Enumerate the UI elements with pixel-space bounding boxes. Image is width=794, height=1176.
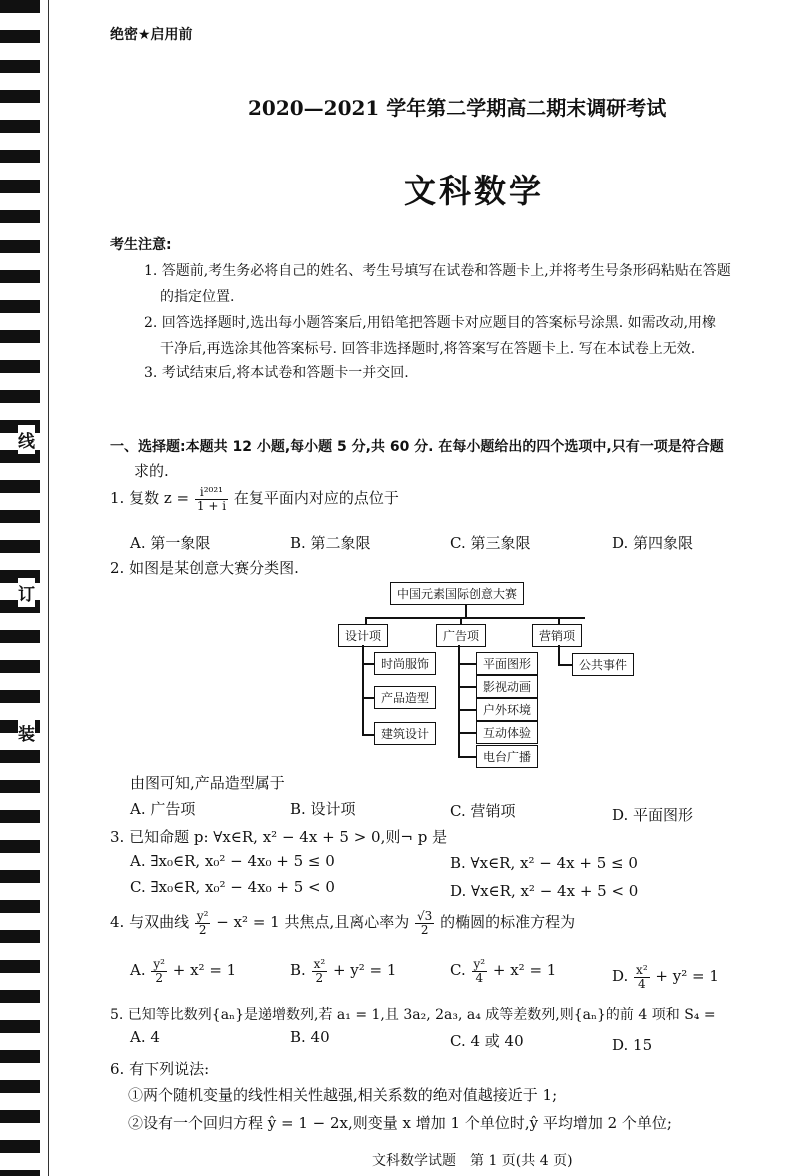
diagram-item-outdoor: 户外环境 [476, 698, 538, 721]
q1-pre: 1. 复数 z = [110, 489, 190, 508]
q4-d-rest: + y² = 1 [655, 967, 719, 986]
q1-option-d: D. 第四象限 [612, 534, 694, 552]
binding-line [48, 0, 49, 1176]
q1-stem [110, 486, 399, 512]
q6-item-1: ①两个随机变量的线性相关性越强,相关系数的绝对值越接近于 1; [128, 1086, 558, 1104]
diagram-item-radio: 电台广播 [476, 745, 538, 768]
q6-stem: 6. 有下列说法: [110, 1060, 210, 1078]
connector [458, 756, 476, 758]
confidential-label: 绝密★启用前 [110, 27, 193, 43]
q4-fraction-2 [415, 910, 434, 936]
q3-option-c: C. ∃x₀∈R, x₀² − 4x₀ + 5 < 0 [130, 878, 335, 896]
q4-c-den: 4 [475, 970, 484, 985]
connector [362, 697, 374, 699]
q4-b-rest: + y² = 1 [332, 961, 397, 980]
q6-item-2: ②设有一个回归方程 ŷ = 1 − 2x,则变量 x 增加 1 个单位时,ŷ 平均增加 2 个单位; [128, 1114, 672, 1132]
q4-a-label: A. [130, 961, 146, 980]
q4-b-label: B. [290, 961, 306, 980]
q4-c-label: C. [450, 961, 466, 980]
connector [458, 709, 476, 711]
connector [365, 617, 585, 619]
q4-d-den: 4 [638, 976, 646, 991]
connector [458, 686, 476, 688]
diagram-item-animation: 影视动画 [476, 675, 538, 698]
q4-pre: 4. 与双曲线 [110, 913, 190, 932]
connector [362, 663, 374, 665]
q4-a-den: 2 [155, 970, 163, 985]
exam-title: 2020—2021 学年第二学期高二期末调研考试 [248, 96, 667, 120]
diagram-root: 中国元素国际创意大赛 [390, 582, 524, 605]
q1-fraction [195, 486, 228, 512]
connector [362, 734, 374, 736]
q4-c-fraction [472, 958, 488, 984]
q4-d-label: D. [612, 967, 629, 986]
q4-b-den: 2 [315, 970, 324, 985]
binding-char-xian: 线 [18, 425, 35, 454]
q3-option-a: A. ∃x₀∈R, x₀² − 4x₀ + 5 ≤ 0 [130, 852, 335, 870]
connector [458, 663, 476, 665]
connector [458, 732, 476, 734]
q5-option-c: C. 4 或 40 [450, 1032, 524, 1050]
page-footer: 文科数学试题 第 1 页(共 4 页) [372, 1153, 573, 1169]
category-diagram [330, 582, 650, 772]
q4-b-fraction [312, 958, 328, 984]
binding-char-zhuang: 装 [18, 718, 35, 747]
section1-title-cont: 求的. [134, 462, 169, 480]
diagram-item-product: 产品造型 [374, 686, 436, 709]
q4-d-fraction [634, 964, 650, 990]
q2-option-c: C. 营销项 [450, 802, 516, 820]
diagram-item-interactive: 互动体验 [476, 721, 538, 744]
diagram-cat-ads: 广告项 [436, 624, 486, 647]
q5-option-d: D. 15 [612, 1036, 653, 1054]
q5-option-b: B. 40 [290, 1028, 330, 1046]
q2-stem: 2. 如图是某创意大赛分类图. [110, 559, 299, 577]
q4-option-b [290, 958, 396, 984]
diagram-cat-marketing: 营销项 [532, 624, 582, 647]
notice-item-1-cont: 的指定位置. [160, 289, 235, 305]
q4-post: 的椭圆的标准方程为 [440, 913, 576, 932]
q3-option-d: D. ∀x∈R, x² − 4x + 5 < 0 [450, 882, 639, 900]
diagram-item-fashion: 时尚服饰 [374, 652, 436, 675]
connector [458, 645, 460, 757]
diagram-item-public-event: 公共事件 [572, 653, 634, 676]
diagram-item-graphics: 平面图形 [476, 652, 538, 675]
subject-title: 文科数学 [404, 172, 545, 210]
q4-f2-den: 2 [420, 922, 429, 937]
notice-item-2: 2. 回答选择题时,选出每小题答案后,用铅笔把答题卡对应题目的答案标号涂黑. 如需改动,用橡 [144, 315, 717, 331]
q2-option-a: A. 广告项 [130, 800, 196, 818]
q3-option-b: B. ∀x∈R, x² − 4x + 5 ≤ 0 [450, 854, 638, 872]
q5-stem: 5. 已知等比数列{aₙ}是递增数列,若 a₁ = 1,且 3a₂, 2a₃, a₄ 成等差数列,则{aₙ}的前 4 项和 S₄ = [110, 1007, 716, 1023]
q4-c-rest: + x² = 1 [492, 961, 557, 980]
q4-b-num: x² [313, 957, 326, 971]
q2-question: 由图可知,产品造型属于 [130, 774, 285, 792]
connector [558, 645, 560, 665]
q4-a-fraction [151, 958, 167, 984]
q1-denominator: 1 + i [196, 498, 227, 513]
notice-heading: 考生注意: [110, 237, 172, 253]
q4-option-a [130, 958, 236, 984]
q1-option-c: C. 第三象限 [450, 534, 531, 552]
q4-c-num: y² [473, 957, 486, 971]
diagram-item-architecture: 建筑设计 [374, 722, 436, 745]
q2-option-d: D. 平面图形 [612, 806, 694, 824]
q1-option-a: A. 第一象限 [130, 534, 211, 552]
connector [362, 645, 364, 735]
q5-option-a: A. 4 [130, 1028, 160, 1046]
q4-a-num: y² [153, 957, 165, 971]
q1-post: 在复平面内对应的点位于 [233, 489, 399, 508]
binding-char-ding: 订 [18, 578, 35, 607]
notice-item-3: 3. 考试结束后,将本试卷和答题卡一并交回. [144, 365, 409, 381]
q4-stem [110, 910, 575, 936]
connector [465, 604, 467, 618]
q4-d-num: x² [636, 963, 648, 977]
q4-option-d [612, 964, 719, 990]
q4-f1-num: y² [196, 909, 209, 923]
q4-a-rest: + x² = 1 [172, 961, 237, 980]
q4-mid: − x² = 1 共焦点,且离心率为 [216, 913, 410, 932]
notice-item-2-cont: 干净后,再选涂其他答案标号. 回答非选择题时,将答案写在答题卡上. 写在本试卷上无效. [160, 341, 696, 357]
section1-title: 一、选择题:本题共 12 小题,每小题 5 分,共 60 分. 在每小题给出的四个选项中,只有一项是符合题 [110, 439, 724, 455]
q4-f1-den: 2 [198, 922, 207, 937]
q4-f2-num: √3 [417, 909, 433, 923]
diagram-cat-design: 设计项 [338, 624, 388, 647]
q1-option-b: B. 第二象限 [290, 534, 371, 552]
connector [558, 664, 572, 666]
q4-option-c [450, 958, 556, 984]
q2-option-b: B. 设计项 [290, 800, 356, 818]
notice-item-1: 1. 答题前,考生务必将自己的姓名、考生号填写在试卷和答题卡上,并将考生号条形码粘贴在答题 [144, 263, 731, 279]
q4-fraction-1 [195, 910, 211, 936]
q1-numerator: i²⁰²¹ [195, 486, 228, 500]
q3-stem: 3. 已知命题 p: ∀x∈R, x² − 4x + 5 > 0,则¬ p 是 [110, 828, 448, 846]
